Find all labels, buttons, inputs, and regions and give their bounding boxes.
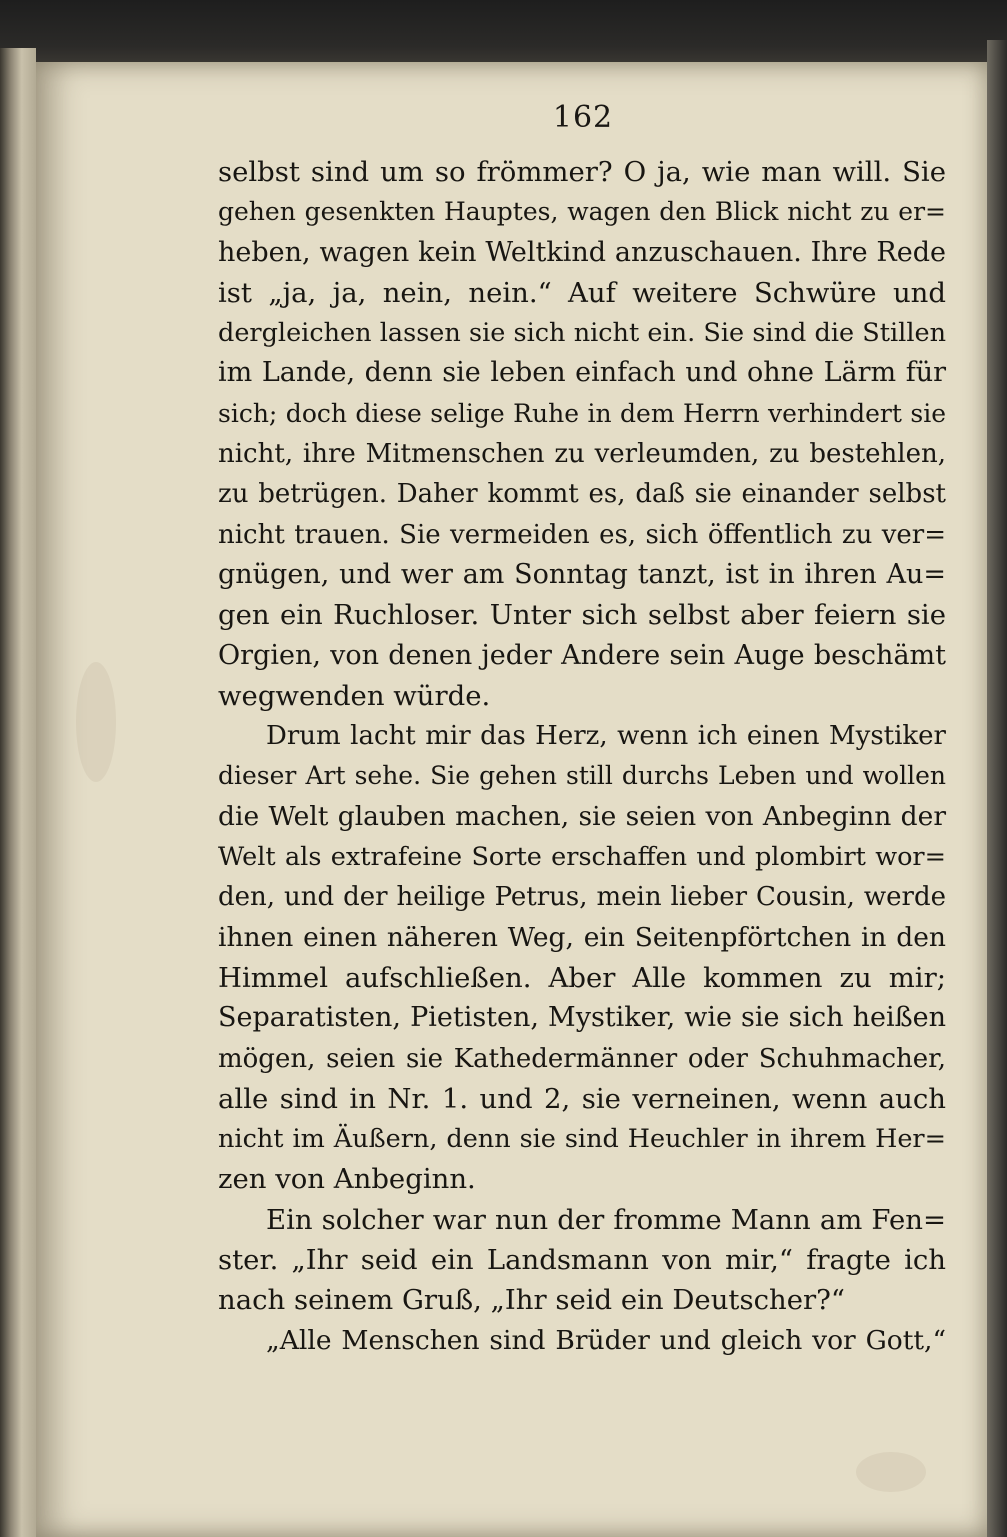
text-line: Himmel aufschließen. Aber Alle kommen zu mir; bbox=[218, 961, 946, 994]
text-line: ster. „Ihr seid ein Landsmann von mir,“ fragte ich bbox=[218, 1244, 946, 1277]
text-line: Drum lacht mir das Herz, wenn ich einen Mystiker bbox=[266, 721, 946, 752]
text-line: selbst sind um so frömmer? O ja, wie man will. Sie bbox=[218, 156, 946, 188]
text-line: gnügen, und wer am Sonntag tanzt, ist in ihren Au= bbox=[218, 558, 946, 590]
text-line: gehen gesenkten Hauptes, wagen den Blick nicht zu er= bbox=[218, 197, 946, 227]
text-line: ist „ja, ja, nein, nein.“ Auf weitere Schwüre und bbox=[218, 276, 946, 309]
text-line: Separatisten, Pietisten, Mystiker, wie sie sich heißen bbox=[218, 1002, 946, 1034]
text-line: Ein solcher war nun der fromme Mann am Fen= bbox=[266, 1203, 946, 1236]
paper-stain bbox=[76, 662, 116, 782]
text-line: ihnen einen näheren Weg, ein Seitenpförtchen in den bbox=[218, 921, 946, 953]
text-line: heben, wagen kein Weltkind anzuschauen. Ihre Rede bbox=[218, 236, 946, 268]
text-line: im Lande, denn sie leben einfach und ohne Lärm für bbox=[218, 357, 946, 389]
text-line: nicht im Äußern, denn sie sind Heuchler in ihrem Her= bbox=[218, 1124, 946, 1155]
text-line: Welt als extrafeine Sorte erschaffen und plombirt wor= bbox=[218, 842, 946, 873]
text-line: wegwenden würde. bbox=[218, 679, 491, 712]
book-spine bbox=[0, 48, 36, 1537]
text-line: nicht trauen. Sie vermeiden es, sich öffentlich zu ver= bbox=[218, 519, 946, 550]
page-number: 162 bbox=[552, 100, 614, 135]
text-line: den, und der heilige Petrus, mein lieber Cousin, werde bbox=[218, 882, 946, 913]
text-line: nach seinem Gruß, „Ihr seid ein Deutscher?“ bbox=[218, 1284, 845, 1317]
text-line: „Alle Menschen sind Brüder und gleich vor Gott,“ bbox=[266, 1324, 946, 1356]
text-line: Orgien, von denen jeder Andere sein Auge beschämt bbox=[218, 639, 946, 671]
text-line: sich; doch diese selige Ruhe in dem Herrn verhindert sie bbox=[218, 398, 946, 428]
body-text bbox=[218, 152, 946, 1361]
text-line: dieser Art sehe. Sie gehen still durchs Leben und wollen bbox=[218, 761, 946, 791]
paper-stain bbox=[856, 1452, 926, 1492]
text-line: nicht, ihre Mitmenschen zu verleumden, zu bestehlen, bbox=[218, 439, 946, 470]
text-line: zen von Anbeginn. bbox=[218, 1163, 476, 1196]
text-line: mögen, seien sie Kathedermänner oder Schuhmacher, bbox=[218, 1043, 946, 1074]
text-line: gen ein Ruchloser. Unter sich selbst aber feiern sie bbox=[218, 599, 946, 632]
text-line: dergleichen lassen sie sich nicht ein. Sie sind die Stillen bbox=[218, 318, 946, 349]
page-edge bbox=[987, 40, 1007, 1537]
text-line: zu betrügen. Daher kommt es, daß sie einander selbst bbox=[218, 479, 946, 510]
text-line: die Welt glauben machen, sie seien von Anbeginn der bbox=[218, 800, 946, 832]
text-line: alle sind in Nr. 1. und 2, sie verneinen, wenn auch bbox=[218, 1082, 946, 1115]
